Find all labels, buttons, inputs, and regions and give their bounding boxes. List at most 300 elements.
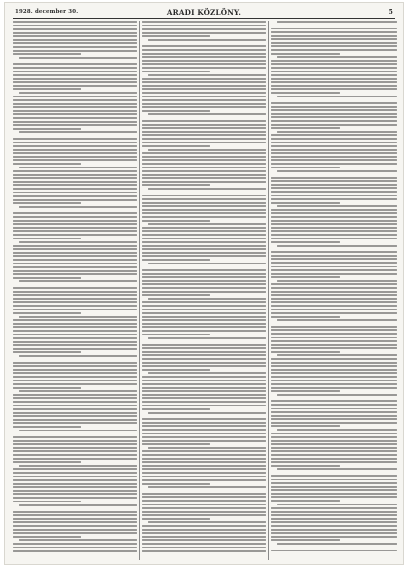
text-line-placeholder	[271, 550, 397, 552]
text-line-placeholder	[13, 184, 137, 186]
text-line-placeholder	[13, 514, 137, 516]
text-line-placeholder	[19, 465, 137, 467]
text-line-placeholder	[13, 518, 137, 520]
text-line-placeholder	[142, 362, 266, 364]
text-line-placeholder	[19, 539, 137, 541]
text-line-placeholder	[13, 301, 137, 303]
text-line-placeholder	[142, 376, 266, 378]
text-line-placeholder	[19, 206, 137, 208]
text-line-placeholder	[13, 81, 137, 83]
text-line-placeholder	[277, 468, 397, 470]
text-line-placeholder	[142, 99, 266, 101]
text-line-placeholder	[148, 298, 266, 300]
text-line-placeholder	[13, 511, 137, 513]
text-line-placeholder	[271, 167, 340, 169]
text-line-placeholder	[13, 376, 137, 378]
text-line-placeholder	[13, 117, 137, 119]
text-line-placeholder	[277, 504, 397, 506]
text-line-placeholder	[13, 337, 137, 339]
text-line-placeholder	[13, 202, 81, 204]
text-line-placeholder	[271, 316, 340, 318]
text-line-placeholder	[271, 124, 397, 126]
text-line-placeholder	[13, 238, 81, 240]
text-line-placeholder	[13, 394, 137, 396]
text-line-placeholder	[142, 380, 266, 382]
text-line-placeholder	[142, 209, 266, 211]
text-line-placeholder	[142, 507, 266, 509]
text-line-placeholder	[142, 547, 266, 549]
text-line-placeholder	[271, 436, 397, 438]
text-line-placeholder	[13, 67, 137, 69]
text-line-placeholder	[13, 46, 137, 48]
text-line-placeholder	[142, 159, 266, 161]
text-line-placeholder	[271, 287, 397, 289]
text-line-placeholder	[142, 60, 266, 62]
text-line-placeholder	[271, 433, 397, 435]
text-line-placeholder	[277, 205, 397, 207]
text-line-placeholder	[13, 326, 137, 328]
text-line-placeholder	[271, 258, 397, 260]
text-line-placeholder	[271, 78, 397, 80]
text-line-placeholder	[271, 358, 397, 360]
text-line-placeholder	[19, 92, 137, 94]
text-line-placeholder	[142, 259, 210, 261]
text-line-placeholder	[13, 152, 137, 154]
text-line-placeholder	[142, 269, 266, 271]
text-line-placeholder	[271, 152, 397, 154]
text-line-placeholder	[271, 404, 397, 406]
text-line-placeholder	[13, 121, 137, 123]
text-line-placeholder	[271, 49, 397, 51]
text-line-placeholder	[13, 397, 137, 399]
text-line-placeholder	[142, 184, 210, 186]
text-line-placeholder	[13, 454, 137, 456]
text-line-placeholder	[142, 280, 266, 282]
text-line-placeholder	[142, 344, 266, 346]
text-line-placeholder	[271, 496, 397, 498]
text-line-placeholder	[13, 476, 137, 478]
text-line-placeholder	[142, 387, 266, 389]
text-line-placeholder	[271, 106, 397, 108]
text-line-placeholder	[13, 323, 137, 325]
text-line-placeholder	[148, 521, 266, 523]
text-line-placeholder	[13, 159, 137, 161]
text-line-placeholder	[271, 195, 397, 197]
text-line-placeholder	[142, 138, 266, 140]
text-line-placeholder	[142, 85, 266, 87]
text-line-placeholder	[142, 347, 266, 349]
text-line-placeholder	[13, 252, 137, 254]
text-line-placeholder	[271, 28, 397, 30]
text-line-placeholder	[271, 241, 340, 243]
text-line-placeholder	[13, 298, 137, 300]
text-line-placeholder	[271, 518, 397, 520]
text-line-placeholder	[271, 230, 397, 232]
text-line-placeholder	[13, 156, 137, 158]
text-line-placeholder	[13, 387, 81, 389]
text-line-placeholder	[13, 248, 137, 250]
text-line-placeholder	[271, 212, 397, 214]
text-line-placeholder	[13, 223, 137, 225]
text-line-placeholder	[142, 273, 266, 275]
text-line-placeholder	[142, 63, 266, 65]
text-line-placeholder	[271, 291, 397, 293]
text-line-placeholder	[13, 35, 137, 37]
text-line-placeholder	[277, 21, 397, 23]
text-line-placeholder	[271, 362, 397, 364]
text-line-placeholder	[142, 245, 266, 247]
text-line-placeholder	[13, 486, 137, 488]
page-number: 5	[388, 8, 393, 16]
text-line-placeholder	[13, 99, 137, 101]
text-line-placeholder	[13, 113, 137, 115]
text-line-placeholder	[271, 238, 397, 240]
text-line-placeholder	[13, 103, 137, 105]
text-line-placeholder	[271, 35, 397, 37]
text-line-placeholder	[271, 102, 397, 104]
text-line-placeholder	[271, 138, 397, 140]
text-line-placeholder	[13, 319, 137, 321]
column-divider	[139, 21, 140, 560]
text-line-placeholder	[142, 529, 266, 531]
text-line-placeholder	[271, 418, 397, 420]
text-line-placeholder	[271, 458, 397, 460]
text-line-placeholder	[142, 493, 266, 495]
text-line-placeholder	[142, 429, 266, 431]
text-line-placeholder	[271, 42, 397, 44]
text-line-placeholder	[19, 131, 137, 133]
text-line-placeholder	[142, 369, 210, 371]
text-line-placeholder	[13, 212, 137, 214]
text-line-placeholder	[271, 539, 340, 541]
text-line-placeholder	[19, 57, 137, 59]
text-line-placeholder	[271, 294, 397, 296]
text-line-placeholder	[142, 294, 210, 296]
text-line-placeholder	[142, 181, 266, 183]
text-line-placeholder	[13, 440, 137, 442]
text-line-placeholder	[271, 365, 397, 367]
text-line-placeholder	[142, 88, 266, 90]
text-line-placeholder	[142, 301, 266, 303]
text-line-placeholder	[142, 195, 266, 197]
text-line-placeholder	[13, 547, 137, 549]
text-line-placeholder	[142, 496, 266, 498]
text-line-placeholder	[13, 405, 137, 407]
text-line-placeholder	[142, 518, 210, 520]
text-line-placeholder	[142, 49, 266, 51]
text-line-placeholder	[148, 188, 266, 190]
text-line-placeholder	[13, 525, 137, 527]
text-line-placeholder	[142, 287, 266, 289]
text-line-placeholder	[271, 31, 397, 33]
text-line-placeholder	[142, 323, 266, 325]
text-line-placeholder	[142, 390, 266, 392]
text-column-3	[271, 21, 397, 560]
text-line-placeholder	[13, 53, 81, 55]
text-line-placeholder	[142, 536, 266, 538]
text-line-placeholder	[19, 504, 137, 506]
text-line-placeholder	[271, 369, 397, 371]
text-line-placeholder	[271, 521, 397, 523]
text-line-placeholder	[148, 113, 266, 115]
text-line-placeholder	[271, 514, 397, 516]
text-line-placeholder	[271, 450, 397, 452]
text-line-placeholder	[271, 400, 397, 402]
text-line-placeholder	[277, 280, 397, 282]
text-line-placeholder	[13, 419, 137, 421]
text-line-placeholder	[271, 475, 397, 477]
text-line-placeholder	[142, 330, 266, 332]
text-line-placeholder	[271, 525, 397, 527]
text-line-placeholder	[142, 550, 266, 552]
text-line-placeholder	[271, 116, 397, 118]
text-line-placeholder	[142, 394, 266, 396]
text-line-placeholder	[142, 543, 266, 545]
text-line-placeholder	[148, 337, 266, 339]
text-line-placeholder	[142, 479, 266, 481]
text-line-placeholder	[13, 128, 81, 130]
text-line-placeholder	[271, 443, 397, 445]
text-line-placeholder	[13, 266, 137, 268]
text-line-placeholder	[13, 227, 137, 229]
text-line-placeholder	[13, 312, 81, 314]
text-line-placeholder	[271, 180, 397, 182]
text-line-placeholder	[271, 340, 397, 342]
text-line-placeholder	[142, 351, 266, 353]
text-line-placeholder	[271, 309, 397, 311]
text-line-placeholder	[142, 316, 266, 318]
text-line-placeholder	[142, 461, 266, 463]
text-line-placeholder	[142, 25, 266, 27]
text-line-placeholder	[142, 92, 266, 94]
text-line-placeholder	[13, 294, 137, 296]
text-line-placeholder	[13, 63, 137, 65]
text-line-placeholder	[271, 262, 397, 264]
text-line-placeholder	[13, 461, 81, 463]
text-line-placeholder	[148, 263, 266, 265]
text-line-placeholder	[142, 458, 266, 460]
text-line-placeholder	[271, 454, 397, 456]
text-line-placeholder	[271, 45, 397, 47]
text-line-placeholder	[13, 529, 137, 531]
text-line-placeholder	[142, 103, 266, 105]
text-line-placeholder	[13, 192, 137, 194]
text-line-placeholder	[142, 167, 266, 169]
text-line-placeholder	[142, 238, 266, 240]
text-line-placeholder	[142, 334, 210, 336]
text-line-placeholder	[271, 351, 340, 353]
text-line-placeholder	[142, 305, 266, 307]
text-line-placeholder	[13, 28, 137, 30]
text-line-placeholder	[13, 365, 137, 367]
text-line-placeholder	[148, 39, 266, 41]
text-line-placeholder	[142, 67, 266, 69]
text-line-placeholder	[148, 447, 266, 449]
text-line-placeholder	[271, 276, 340, 278]
text-line-placeholder	[271, 53, 340, 55]
text-line-placeholder	[271, 134, 397, 136]
text-line-placeholder	[142, 106, 266, 108]
text-line-placeholder	[277, 394, 397, 396]
text-line-placeholder	[13, 309, 137, 311]
text-line-placeholder	[271, 273, 397, 275]
text-line-placeholder	[271, 92, 340, 94]
text-line-placeholder	[142, 532, 266, 534]
text-line-placeholder	[13, 39, 137, 41]
text-line-placeholder	[13, 71, 137, 73]
text-line-placeholder	[148, 149, 266, 151]
text-line-placeholder	[13, 287, 137, 289]
text-line-placeholder	[271, 511, 397, 513]
text-line-placeholder	[142, 418, 266, 420]
text-line-placeholder	[142, 397, 266, 399]
text-line-placeholder	[13, 348, 137, 350]
text-line-placeholder	[142, 127, 266, 129]
text-line-placeholder	[13, 110, 137, 112]
text-line-placeholder	[142, 156, 266, 158]
text-line-placeholder	[142, 163, 266, 165]
text-line-placeholder	[271, 63, 397, 65]
text-line-placeholder	[142, 230, 266, 232]
text-line-placeholder	[13, 50, 137, 52]
text-line-placeholder	[13, 532, 137, 534]
text-line-placeholder	[13, 199, 137, 201]
text-line-placeholder	[271, 74, 397, 76]
text-line-placeholder	[271, 500, 340, 502]
text-line-placeholder	[142, 539, 266, 541]
text-line-placeholder	[142, 425, 266, 427]
text-line-placeholder	[19, 430, 137, 432]
text-line-placeholder	[271, 479, 397, 481]
text-line-placeholder	[271, 422, 397, 424]
text-line-placeholder	[13, 351, 81, 353]
text-line-placeholder	[142, 21, 266, 23]
text-line-placeholder	[13, 408, 137, 410]
text-line-placeholder	[142, 220, 210, 222]
text-line-placeholder	[142, 177, 266, 179]
text-line-placeholder	[271, 337, 397, 339]
text-line-placeholder	[271, 156, 397, 158]
text-line-placeholder	[271, 326, 397, 328]
text-line-placeholder	[19, 390, 137, 392]
text-line-placeholder	[142, 383, 266, 385]
text-line-placeholder	[13, 372, 137, 374]
text-line-placeholder	[142, 443, 210, 445]
text-line-placeholder	[271, 411, 397, 413]
text-line-placeholder	[13, 25, 137, 27]
text-line-placeholder	[271, 447, 397, 449]
text-line-placeholder	[271, 408, 397, 410]
text-line-placeholder	[271, 383, 397, 385]
text-line-placeholder	[142, 405, 266, 407]
text-line-placeholder	[142, 358, 266, 360]
text-line-placeholder	[271, 305, 397, 307]
header-rule	[13, 18, 395, 19]
text-line-placeholder	[271, 184, 397, 186]
text-line-placeholder	[13, 483, 137, 485]
text-line-placeholder	[271, 216, 397, 218]
text-line-placeholder	[142, 309, 266, 311]
text-line-placeholder	[13, 85, 137, 87]
text-line-placeholder	[13, 42, 137, 44]
text-line-placeholder	[142, 465, 266, 467]
text-line-placeholder	[13, 145, 137, 147]
text-line-placeholder	[271, 113, 397, 115]
text-line-placeholder	[142, 71, 210, 73]
text-line-placeholder	[13, 163, 81, 165]
text-line-placeholder	[13, 415, 137, 417]
text-line-placeholder	[13, 344, 137, 346]
text-line-placeholder	[271, 298, 397, 300]
text-line-placeholder	[13, 170, 137, 172]
text-line-placeholder	[271, 220, 397, 222]
text-line-placeholder	[142, 216, 266, 218]
text-column-2	[142, 21, 266, 560]
text-line-placeholder	[13, 106, 137, 108]
text-line-placeholder	[13, 138, 137, 140]
text-line-placeholder	[277, 429, 397, 431]
text-line-placeholder	[271, 191, 397, 193]
text-line-placeholder	[277, 96, 397, 98]
text-line-placeholder	[271, 81, 397, 83]
text-line-placeholder	[271, 142, 397, 144]
text-line-placeholder	[277, 245, 397, 247]
text-line-placeholder	[13, 142, 137, 144]
text-line-placeholder	[271, 283, 397, 285]
text-line-placeholder	[19, 355, 137, 357]
text-line-placeholder	[271, 536, 397, 538]
text-line-placeholder	[142, 124, 266, 126]
text-line-placeholder	[13, 521, 137, 523]
text-line-placeholder	[142, 96, 266, 98]
text-line-placeholder	[13, 255, 137, 257]
text-line-placeholder	[142, 500, 266, 502]
text-line-placeholder	[13, 443, 137, 445]
text-line-placeholder	[13, 174, 137, 176]
text-line-placeholder	[13, 334, 137, 336]
text-line-placeholder	[271, 415, 397, 417]
text-line-placeholder	[13, 550, 137, 552]
text-line-placeholder	[142, 170, 266, 172]
text-line-placeholder	[13, 220, 137, 222]
text-line-placeholder	[142, 205, 266, 207]
text-line-placeholder	[142, 120, 266, 122]
text-line-placeholder	[142, 241, 266, 243]
text-line-placeholder	[142, 511, 266, 513]
text-line-placeholder	[271, 149, 397, 151]
text-line-placeholder	[142, 436, 266, 438]
newspaper-page	[4, 2, 404, 565]
text-line-placeholder	[142, 35, 210, 37]
text-line-placeholder	[142, 134, 266, 136]
text-line-placeholder	[13, 245, 137, 247]
text-line-placeholder	[271, 71, 397, 73]
text-line-placeholder	[13, 21, 137, 23]
text-line-placeholder	[271, 223, 397, 225]
text-line-placeholder	[13, 78, 137, 80]
text-line-placeholder	[142, 472, 266, 474]
text-line-placeholder	[271, 198, 397, 200]
text-line-placeholder	[142, 283, 266, 285]
text-line-placeholder	[13, 497, 137, 499]
text-line-placeholder	[277, 354, 397, 356]
text-line-placeholder	[271, 461, 397, 463]
text-line-placeholder	[277, 319, 397, 321]
text-line-placeholder	[13, 447, 137, 449]
text-line-placeholder	[271, 269, 397, 271]
text-line-placeholder	[142, 422, 266, 424]
text-line-placeholder	[142, 440, 266, 442]
